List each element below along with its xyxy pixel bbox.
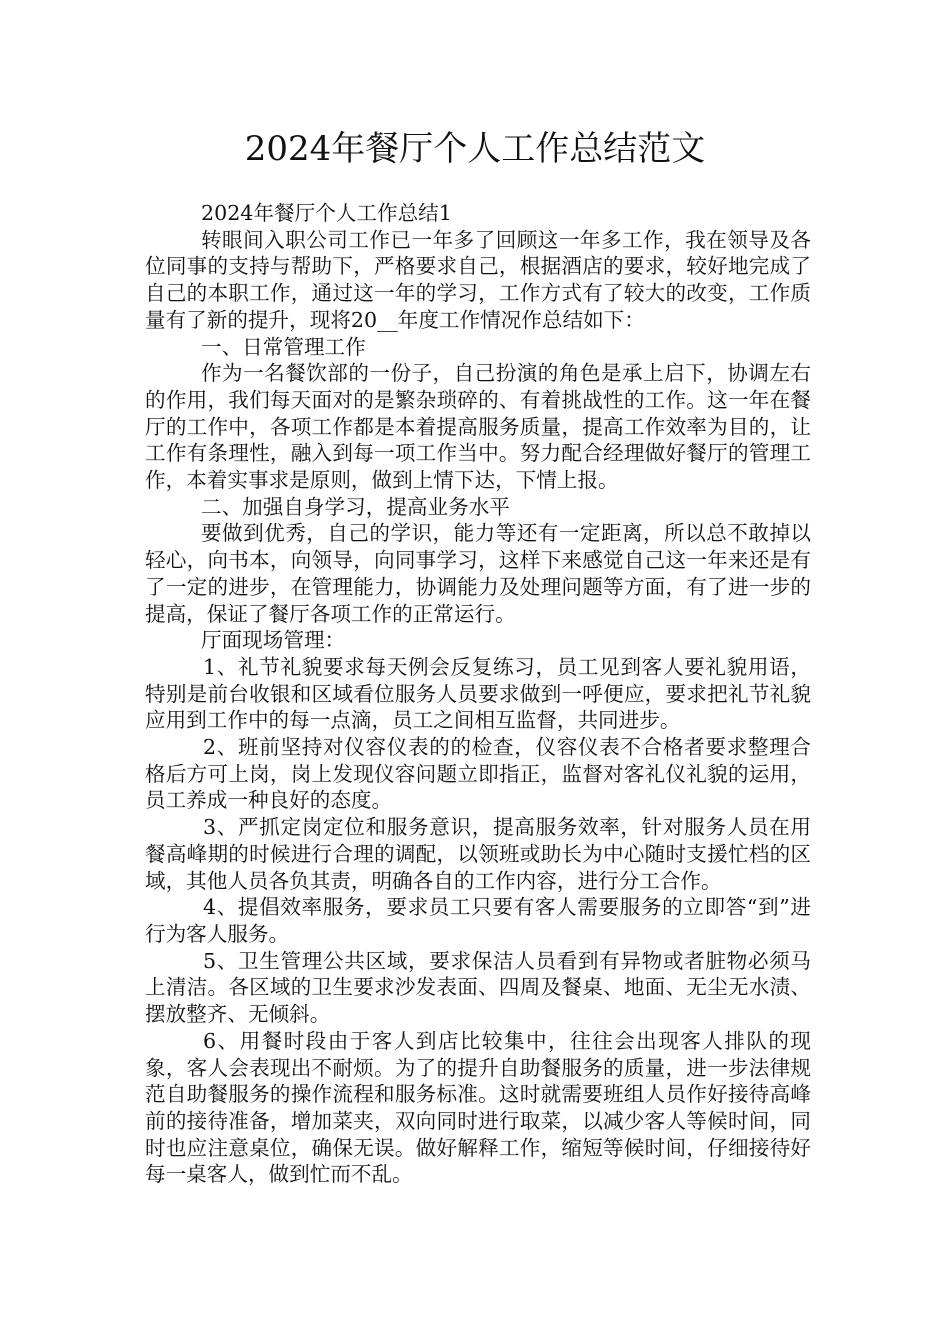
numbered-paragraph: 1、礼节礼貌要求每天例会反复练习，员工见到客人要礼貌用语，特别是前台收银和区域看位服务人员要求做到一呼便应，要求把礼节礼貌应用到工作中的每一点滴，员工之间相互监督，共同进步。 <box>145 654 811 733</box>
body-paragraph: 作为一名餐饮部的一份子，自己扮演的角色是承上启下，协调左右的作用，我们每天面对的是繁杂琐碎的、有着挑战性的工作。这一年在餐厅的工作中，各项工作都是本着提高服务质量，提高工作效率为目的，让工作有条理性，融入到每一项工作当中。努力配合经理做好餐厅的管理工作，本着实事求是原则，做到上情下达，下情上报。 <box>145 361 811 493</box>
section-heading: 2024年餐厅个人工作总结1 <box>201 201 452 225</box>
numbered-paragraph: 3、严抓定岗定位和服务意识，提高服务效率，针对服务人员在用餐高峰期的时候进行合理的调配，以领班或助长为中心随时支援忙档的区域，其他人员各负其责，明确各自的工作内容，进行分工合作。 <box>145 815 811 893</box>
body-paragraph: 要做到优秀，自己的学识，能力等还有一定距离，所以总不敢掉以轻心，向书本，向领导，向同事学习，这样下来感觉自己这一年来还是有了一定的进步，在管理能力，协调能力及处理问题等方面，有了进一步的提高，保证了餐厅各项工作的正常运行。 <box>145 521 811 626</box>
section-heading: 二、加强自身学习，提高业务水平 <box>201 494 510 519</box>
document-title: 2024年餐厅个人工作总结范文 <box>244 129 706 169</box>
numbered-paragraph: 2、班前坚持对仪容仪表的的检查，仪容仪表不合格者要求整理合格后方可上岗，岗上发现仪容问题立即指正，监督对客礼仪礼貌的运用，员工养成一种良好的态度。 <box>145 735 811 813</box>
section-heading: 一、日常管理工作 <box>201 334 366 359</box>
numbered-paragraph: 6、用餐时段由于客人到店比较集中，往往会出现客人排队的现象，客人会表现出不耐烦。为了的提升自助餐服务的质量，进一步法律规范自助餐服务的操作流程和服务标准。这时就需要班组人员作好接待高峰前的接待准备，增加菜夹，双向同时进行取菜，以减少客人等候时间，同时也应注意桌位，确保无误。做好解释工作，缩短等候时间，仔细接待好每一桌客人，做到忙而不乱。 <box>145 1028 811 1187</box>
section-heading: 厅面现场管理： <box>201 628 346 653</box>
body-paragraph: 转眼间入职公司工作已一年多了回顾这一年多工作，我在领导及各位同事的支持与帮助下，严格要求自己，根据酒店的要求，较好地完成了自己的本职工作，通过这一年的学习，工作方式有了较大的改变，工作质量有了新的提升，现将20__年度工作情况作总结如下： <box>145 227 811 332</box>
numbered-paragraph: 4、提倡效率服务，要求员工只要有客人需要服务的立即答“到”进行为客人服务。 <box>145 895 811 946</box>
document-body <box>145 200 811 1188</box>
numbered-paragraph: 5、卫生管理公共区域，要求保洁人员看到有异物或者脏物必须马上清洁。各区域的卫生要求沙发表面、四周及餐桌、地面、无尘无水渍、摆放整齐、无倾斜。 <box>145 948 811 1027</box>
